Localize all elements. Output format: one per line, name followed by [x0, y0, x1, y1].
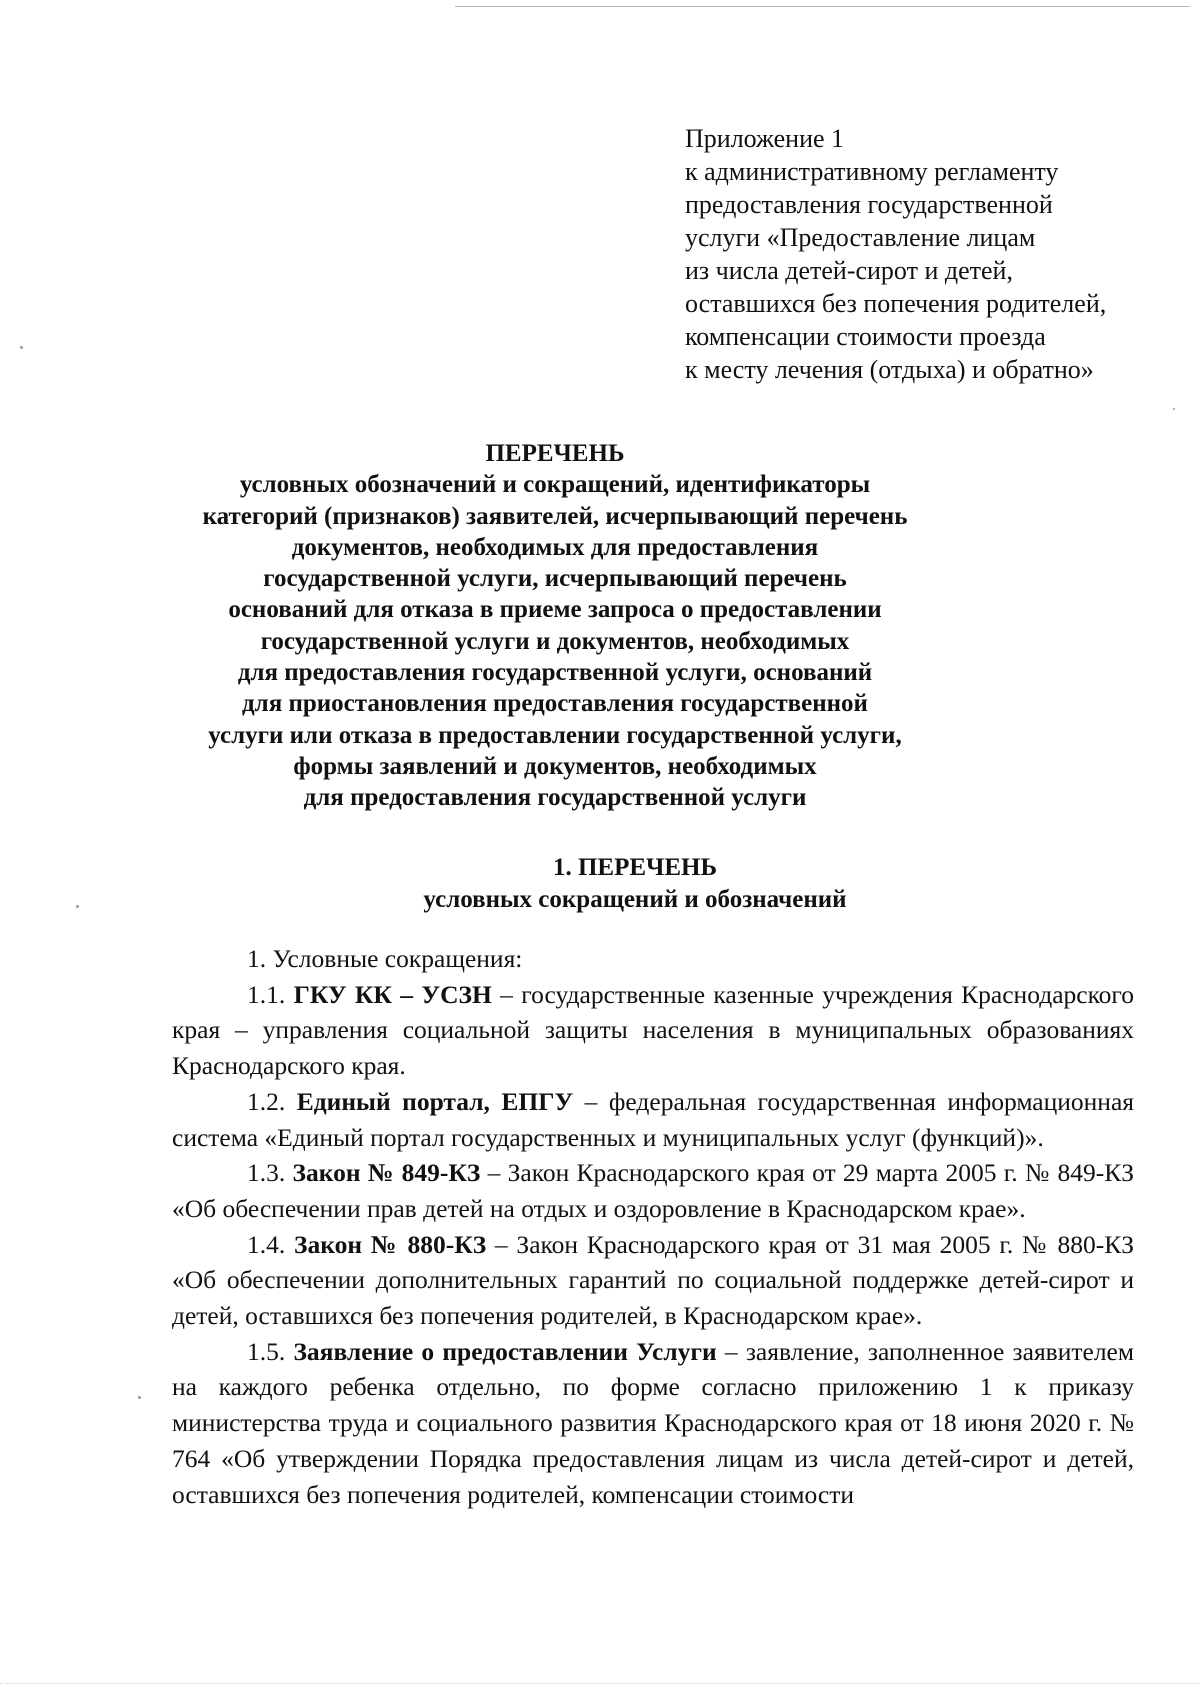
heading-line: для приостановления предоставления государственной [242, 690, 868, 718]
definition-paragraph [172, 1227, 1134, 1334]
scan-speck [1173, 408, 1175, 410]
definition-text: – заявление, заполненное заявителем на каждого ребенка отдельно, по форме согласно приложению 1 к приказу министерства труда и социального развития Краснодарского края от 18 июня 2020 г. № 764 «Об утверждении Порядка предоставления лицам из числа детей-сирот и детей, оставшихся без попечения родителей, компенсации стоимости [172, 1336, 1134, 1509]
scan-speck [138, 1396, 141, 1399]
appendix-line: предоставления государственной [685, 190, 1053, 219]
heading-line: оснований для отказа в приеме запроса о предоставлении [228, 596, 882, 624]
appendix-line: Приложение 1 [685, 124, 845, 153]
heading-line: формы заявлений и документов, необходимых [293, 752, 817, 780]
item-number: 1.5. [247, 1336, 286, 1366]
definition-text: – государственные казенные учреждения Краснодарского края – управления социальной защиты населения в муниципальных образованиях Краснодарского края. [172, 979, 1134, 1081]
appendix-line: услуги «Предоставление лицам [685, 223, 1036, 252]
heading-line: категорий (признаков) заявителей, исчерпывающий перечень [202, 502, 908, 530]
defined-term: ГКУ КК – УСЗН [293, 979, 492, 1009]
defined-term: Заявление о предоставлении Услуги [293, 1336, 717, 1366]
item-number: 1.3. [247, 1158, 286, 1188]
appendix-line: оставшихся без попечения родителей, [685, 289, 1107, 318]
scan-bottom-edge [0, 1683, 1200, 1684]
definition-text: – федеральная государственная информационная система «Единый портал государственных и муниципальных услуг (функций)». [172, 1086, 1135, 1152]
heading-line: для предоставления государственной услуги, оснований [237, 659, 873, 687]
definition-paragraph [172, 1084, 1134, 1155]
document-heading [195, 438, 915, 814]
section-title: 1. ПЕРЕЧЕНЬ [552, 854, 718, 881]
definition-text: – Закон Краснодарского края от 29 марта 2005 г. № 849-КЗ «Об обеспечении прав детей на отдых и оздоровление в Краснодарском крае». [172, 1158, 1134, 1223]
item-number: 1.2. [247, 1086, 286, 1116]
document-body [172, 941, 1134, 1512]
scan-speck [20, 346, 23, 349]
heading-line: для предоставления государственной услуги [303, 784, 807, 812]
appendix-note [685, 122, 1190, 386]
defined-term: Закон № 880-КЗ [294, 1229, 487, 1259]
definition-paragraph [172, 1334, 1134, 1513]
defined-term: Единый портал, ЕПГУ [296, 1086, 574, 1116]
definition-paragraph [172, 977, 1134, 1084]
abbreviations-lead: 1. Условные сокращения: [247, 944, 523, 973]
heading-line: услуги или отказа в предоставлении государственной услуги, [208, 721, 902, 749]
appendix-line: из числа детей-сирот и детей, [685, 256, 1013, 285]
defined-term: Закон № 849-КЗ [292, 1158, 481, 1188]
heading-line: государственной услуги и документов, необходимых [260, 627, 850, 655]
definition-text: – Закон Краснодарского края от 31 мая 2005 г. № 880-КЗ «Об обеспечении дополнительных гарантий по социальной поддержке детей-сирот и детей, оставшихся без попечения родителей, в Краснодарском крае». [172, 1229, 1134, 1331]
document-title: ПЕРЕЧЕНЬ [485, 440, 625, 467]
appendix-line: к административному регламенту [685, 157, 1059, 186]
heading-line: документов, необходимых для предоставления [291, 533, 819, 561]
heading-line: государственной услуги, исчерпывающий перечень [263, 565, 847, 593]
appendix-line: компенсации стоимости проезда [685, 322, 1046, 351]
scan-edge-line [455, 6, 1190, 7]
definition-paragraph [172, 1155, 1134, 1226]
heading-line: условных обозначений и сокращений, идентификаторы [239, 471, 871, 499]
appendix-line: к месту лечения (отдыха) и обратно» [685, 355, 1094, 384]
item-number: 1.1. [247, 979, 286, 1009]
scan-speck [76, 905, 79, 908]
section-subtitle: условных сокращений и обозначений [423, 886, 847, 913]
item-number: 1.4. [247, 1229, 286, 1259]
section-1-heading [395, 852, 875, 916]
